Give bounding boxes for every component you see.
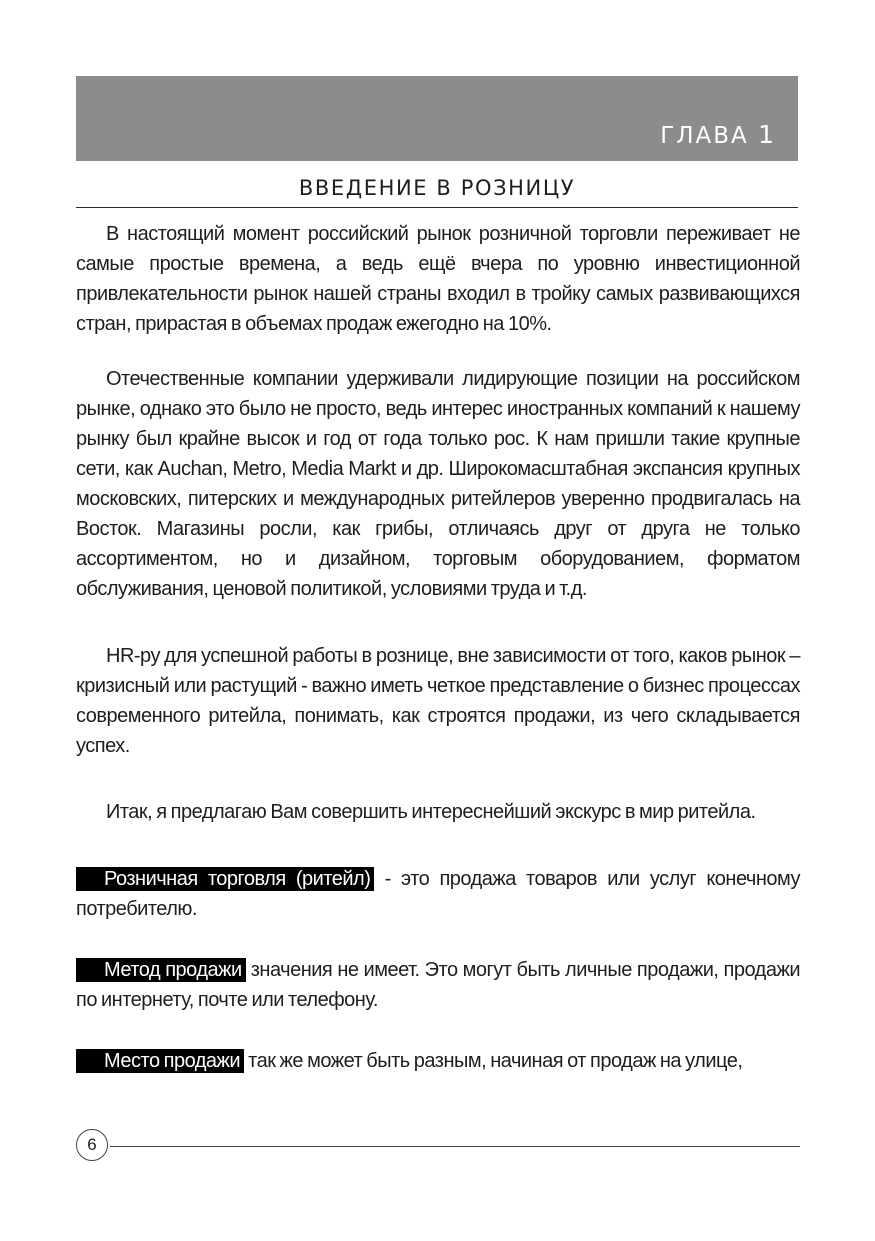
definition-text-sales-place: так же может быть разным, начиная от продаж на улице, [244, 1050, 743, 1072]
paragraph-excursion: Итак, я предлагаю Вам совершить интереснейший экскурс в мир ритейла. [106, 801, 756, 823]
term-highlight-sales-place: Место продажи [76, 1049, 244, 1073]
footer-divider [110, 1146, 800, 1147]
term-highlight-retail: Розничная торговля (ритейл) [76, 867, 374, 891]
page-number: 6 [76, 1129, 108, 1161]
term-highlight-sales-method: Метод продажи [76, 958, 246, 982]
definition-text-sales-method: значения не имеет. Это могут быть личные продажи, продажи по интернету, почте или телефону. [76, 959, 800, 1011]
paragraph-hr-note: HR-ру для успешной работы в рознице, вне зависимости от того, каков рынок – кризисный или растущий - важно иметь четкое представление о бизнес процессах современного ритейла, понимать, как строятся продажи, из чего складывается успех. [76, 645, 800, 757]
chapter-word: ГЛАВА [660, 123, 749, 149]
chapter-label [660, 120, 776, 149]
section-title: ВВЕДЕНИЕ В РОЗНИЦУ [298, 176, 576, 200]
definition-sales-method [76, 955, 800, 1015]
definition-text-retail: - это продажа товаров или услуг конечному потребителю. [76, 868, 800, 920]
paragraph-domestic-companies: Отечественные компании удерживали лидирующие позиции на российском рынке, однако это было не просто, ведь интерес иностранных компаний к нашему рынку был крайне высок и год от года только рос. К нам пришли такие крупные сети, как Auchan, Metro, Media Markt и др. Широкомасштабная экспансия крупных московских, питерских и международных ритейлеров уверенно продвигалась на Восток. Магазины росли, как грибы, отличаясь друг от друга не только ассортиментом, но и дизайном, торговым оборудованием, форматом обслуживания, ценовой политикой, условиями труда и т.д. [76, 368, 800, 600]
body-text [76, 219, 800, 1076]
paragraph-market-intro: В настоящий момент российский рынок розничной торговли переживает не самые простые времена, а ведь ещё вчера по уровню инвестиционной привлекательности рынок нашей страны входил в тройку самых развивающихся стран, прирастая в объемах продаж ежегодно на 10%. [76, 223, 800, 335]
chapter-header-band [76, 76, 798, 161]
definition-sales-place [76, 1046, 800, 1076]
chapter-number: 1 [758, 120, 776, 149]
title-divider [76, 207, 798, 208]
definition-retail [76, 864, 800, 924]
